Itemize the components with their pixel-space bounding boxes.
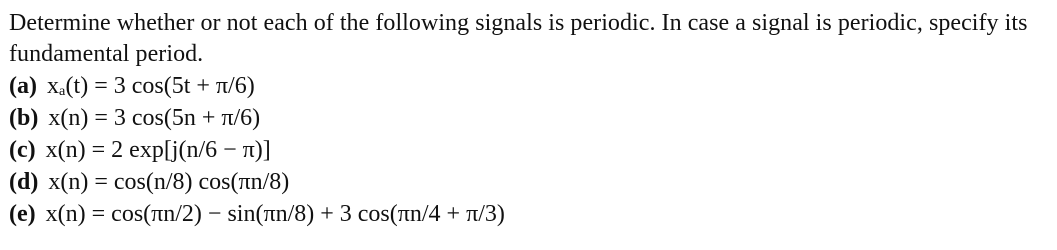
signal-expression: x(n) = 3 cos(5n + π/6) [48, 105, 261, 131]
signal-expression: x(n) = cos(n/8) cos(πn/8) [48, 169, 290, 195]
item-label: (d) [9, 169, 39, 195]
item-label: (a) [9, 73, 37, 99]
problem-text [9, 8, 1049, 230]
item-label: (e) [9, 201, 36, 227]
signal-expression: x(n) = 2 exp[j(n/6 − π)] [45, 137, 271, 163]
item-label: (c) [9, 137, 36, 163]
signal-expression: xₐ(t) = 3 cos(5t + π/6) [46, 73, 255, 99]
signal-item-b [9, 102, 1049, 134]
signal-expression: x(n) = cos(πn/2) − sin(πn/8) + 3 cos(πn/4 + π/3) [45, 201, 505, 227]
signal-item-c [9, 134, 1049, 166]
signal-item-a [9, 70, 1049, 102]
signal-item-d [9, 166, 1049, 198]
problem-intro: Determine whether or not each of the following signals is periodic. In case a signal is periodic, specify its fundamental period. [9, 10, 1028, 67]
item-label: (b) [9, 105, 39, 131]
signal-item-e [9, 198, 1049, 230]
signal-list [9, 70, 1049, 230]
